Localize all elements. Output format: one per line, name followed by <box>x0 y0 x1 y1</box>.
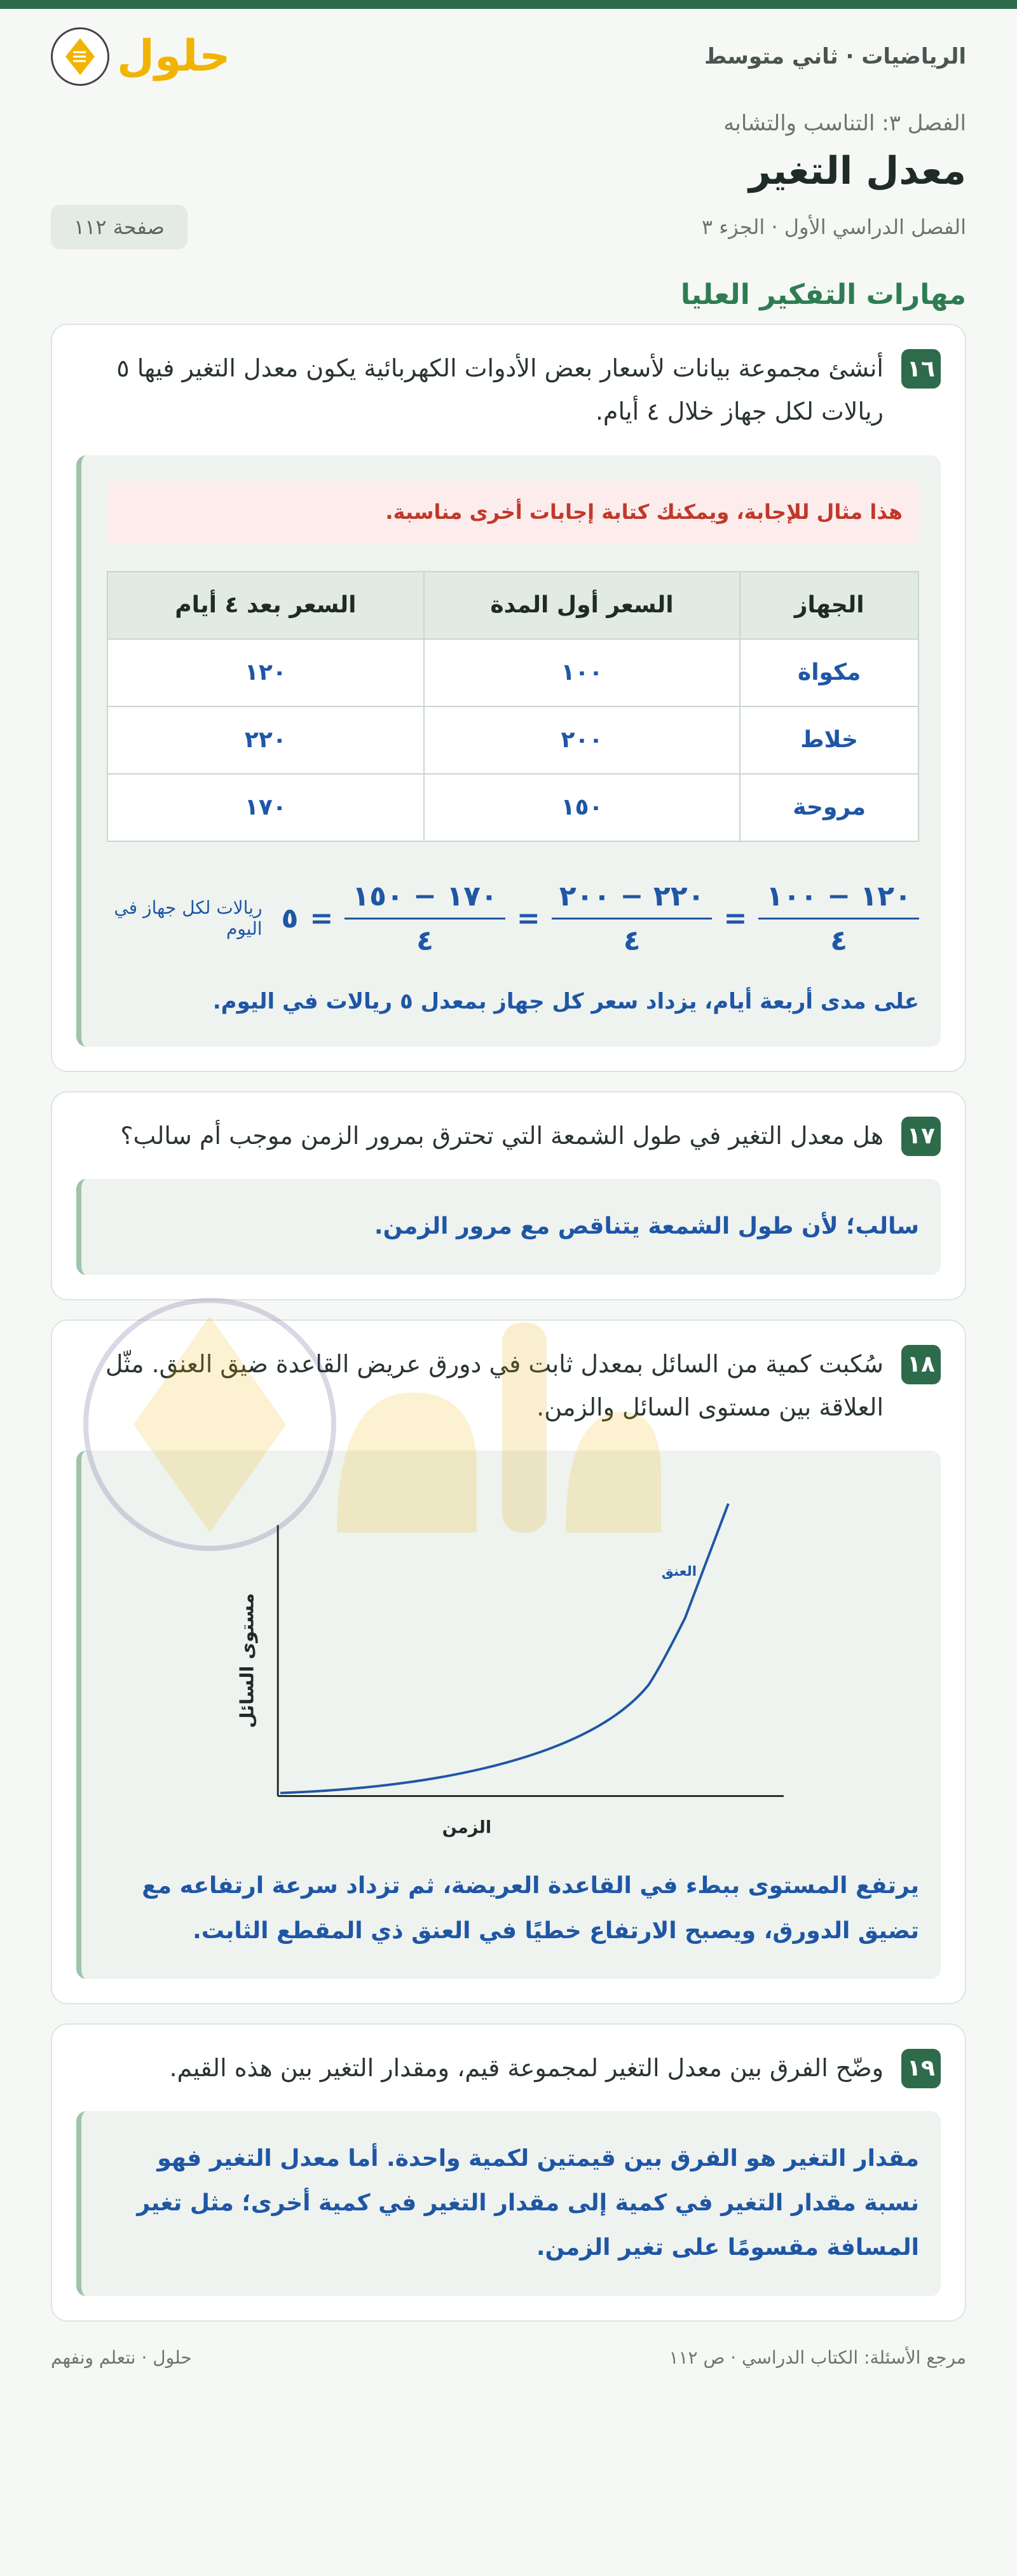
table-header-row <box>107 572 918 639</box>
table-cell: مكواة <box>740 639 918 706</box>
equals-sign: = <box>310 902 334 935</box>
answer-box <box>76 455 941 1047</box>
table-cell: ٢٠٠ <box>424 706 741 774</box>
question-number: ١٦ <box>901 349 941 389</box>
question-number: ١٨ <box>901 1345 941 1384</box>
question-number: ١٧ <box>901 1117 941 1156</box>
table-row <box>107 774 918 841</box>
answer-conclusion: على مدى أربعة أيام، يزداد سعر كل جهاز بمعدل ٥ ريالات في اليوم. <box>212 988 919 1014</box>
table-cell: ١٢٠ <box>107 639 424 706</box>
curve-label: العنق <box>661 1564 697 1580</box>
question-text: وضّح الفرق بين معدل التغير لمجموعة قيم، ومقدار التغير بين هذه القيم. <box>169 2053 884 2082</box>
question-text: هل معدل التغير في طول الشمعة التي تحترق بمرور الزمن موجب أم سالب؟ <box>120 1121 884 1150</box>
question-card-16 <box>51 324 966 1072</box>
answer-box <box>76 2111 941 2296</box>
footer-source: مرجع الأسئلة: الكتاب الدراسي · ص ١١٢ <box>669 2346 966 2368</box>
y-axis-label: مستوى السائل <box>236 1593 258 1729</box>
prices-table <box>107 571 919 842</box>
subject-label: الرياضيات · ثاني متوسط <box>704 44 966 69</box>
level-curve <box>280 1504 728 1793</box>
column-header: السعر بعد ٤ أيام <box>107 572 424 639</box>
equals-sign: = <box>723 902 747 935</box>
page-header <box>51 9 966 104</box>
column-header: السعر أول المدة <box>424 572 741 639</box>
footer-brand: حلول · نتعلم ونفهم <box>51 2346 192 2368</box>
semester-label: الفصل الدراسي الأول · الجزء ٣ <box>701 215 966 239</box>
chapter-label: الفصل ٣: التناسب والتشابه <box>723 111 966 136</box>
equation-unit: ريالات لكل جهاز في اليوم <box>114 897 263 940</box>
answer-text: سالب؛ لأن طول الشمعة يتناقص مع مرور الزمن. <box>374 1213 919 1240</box>
fraction-denominator: ٤ <box>623 924 641 957</box>
example-note: هذا مثال للإجابة، ويمكنك كتابة إجابات أخرى مناسبة. <box>107 481 919 543</box>
top-accent-bar <box>0 0 1017 9</box>
table-row <box>107 706 918 774</box>
page-footer <box>51 2347 966 2368</box>
question-text: أنشئ مجموعة بيانات لأسعار بعض الأدوات الكهربائية يكون معدل التغير فيها ٥ ريالات لكل جهاز خلال ٤ أيام. <box>116 354 884 426</box>
section-title: مهارات التفكير العليا <box>680 279 966 311</box>
logo-text: حلول <box>117 31 231 81</box>
question-card-17 <box>51 1091 966 1300</box>
fraction-denominator: ٤ <box>416 924 433 957</box>
fraction-numerator: ٢٢٠ − ٢٠٠ <box>552 880 713 920</box>
fraction-numerator: ١٧٠ − ١٥٠ <box>345 880 505 920</box>
question-card-19 <box>51 2023 966 2322</box>
x-axis-label: الزمن <box>442 1817 492 1838</box>
table-row <box>107 639 918 706</box>
logo[interactable] <box>51 27 230 86</box>
page-content <box>0 9 1017 2368</box>
page-number-badge: صفحة ١١٢ <box>51 205 188 249</box>
answer-text: مقدار التغير هو الفرق بين قيمتين لكمية واحدة. أما معدل التغير فهو نسبة مقدار التغير في كمية إلى مقدار التغير في كمية أخرى؛ مثل تغير المسافة مقسومًا على تغير الزمن. <box>137 2146 919 2261</box>
fraction-denominator: ٤ <box>830 924 848 957</box>
equation-result: ٥ <box>281 902 299 935</box>
rate-equation <box>107 880 919 957</box>
table-cell: ١٥٠ <box>424 774 741 841</box>
question-text: سُكبت كمية من السائل بمعدل ثابت في دورق عريض القاعدة ضيق العنق. مثّل العلاقة بين مستوى السائل والزمن. <box>105 1349 884 1421</box>
page-title: معدل التغير <box>749 149 966 193</box>
equals-sign: = <box>516 902 540 935</box>
table-cell: مروحة <box>740 774 918 841</box>
answer-text: يرتفع المستوى ببطء في القاعدة العريضة، ثم تزداد سرعة ارتفاعه مع تضيق الدورق، ويصبح الارتفاع خطيًا في العنق ذي المقطع الثابت. <box>142 1873 919 1944</box>
level-time-graph <box>107 1476 919 1864</box>
logo-emblem-icon <box>51 27 109 86</box>
fraction-numerator: ١٢٠ − ١٠٠ <box>758 880 919 920</box>
column-header: الجهاز <box>740 572 918 639</box>
fraction <box>345 880 505 957</box>
question-card-18 <box>51 1319 966 2004</box>
question-number: ١٩ <box>901 2049 941 2088</box>
table-cell: خلاط <box>740 706 918 774</box>
table-cell: ٢٢٠ <box>107 706 424 774</box>
answer-box <box>76 1179 941 1274</box>
graph-svg <box>107 1476 919 1864</box>
table-cell: ١٧٠ <box>107 774 424 841</box>
table-cell: ١٠٠ <box>424 639 741 706</box>
answer-box <box>76 1450 941 1978</box>
fraction <box>758 880 919 957</box>
fraction <box>552 880 713 957</box>
